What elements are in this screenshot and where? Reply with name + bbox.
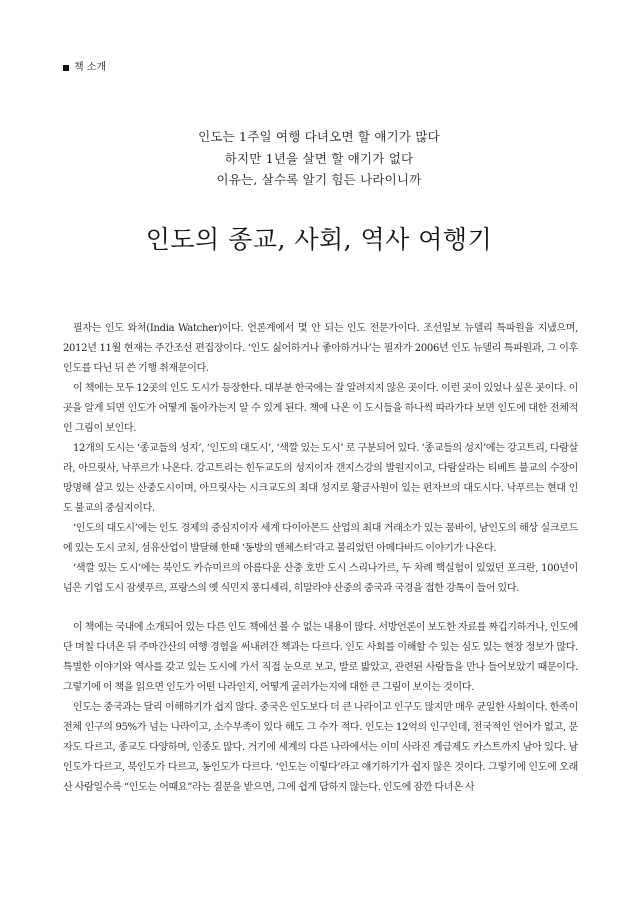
page-title: 인도의 종교, 사회, 역사 여행기 [145,225,493,254]
body-paragraph: 인도는 중국과는 달리 이해하기가 쉽지 않다. 중국은 인도보다 더 큰 나라이고 인구도 많지만 매우 균일한 사회이다. 한족이 전체 인구의 95%가 넘는 나라이고, 소수부족이 있다 해도 그 수가 적다. 인도는 12억의 인구인데, 전국적인 언어가 없고, 문자도 다르고, 종교도 다양하며, 인종도 많다. 거기에 세계의 다른 나라에서는 이미 사라진 계급제도 카스트까지 남아 있다. 남인도가 다르고, 북인도가 다르고, 동인도가 다르다. ‘인도는 이렇다’라고 얘기하기가 쉽지 않은 것이다. 그렇기에 인도에 오래 산 사람일수록 “인도는 어때요”라는 질문을 받으면, 그에 쉽게 답하지 않는다. 인도에 잠깐 다녀온 사 [63,702,578,793]
body-paragraph: ‘색깔 있는 도시’에는 북인도 카슈미르의 아름다운 산중 호반 도시 스리나가르, 두 차례 핵실험이 있었던 포크란, 100년이 넘은 기업 도시 잠셋푸르, 프랑스의 옛 식민지 퐁디셰리, 히말라야 산중의 중국과 국경을 접한 강톡이 들어 있다. [63,563,578,594]
tagline-line: 인도는 1주일 여행 다녀오면 할 얘기가 많다 [198,129,440,144]
tagline-line: 이유는, 살수록 알기 힘든 나라이니까 [216,172,422,187]
square-bullet-icon [63,65,69,71]
tagline-block [0,126,638,191]
body-paragraph: ‘인도의 대도시’에는 인도 경제의 중심지이자 세계 다이아몬드 산업의 최대 거래소가 있는 뭄바이, 남인도의 해상 실크로드에 있는 도시 코치, 섬유산업이 발달해 한때 ‘동방의 맨체스터’라고 불리었던 아메다바드 이야기가 나온다. [63,523,578,554]
body-paragraph: 이 책에는 모두 12곳의 인도 도시가 등장한다. 대부분 한국에는 잘 알려지지 않은 곳이다. 이런 곳이 있었나 싶은 곳이다. 이곳을 알게 되면 인도가 어떻게 돌아가는지 알 수 있게 된다. 책에 나온 이 도시들을 하나씩 따라가다 보면 인도에 대한 전체적인 그림이 보인다. [63,383,578,434]
body-paragraph: 이 책에는 국내에 소개되어 있는 다른 인도 책에선 볼 수 없는 내용이 많다. 서방언론이 보도한 자료를 짜깁기하거나, 인도에 단 며칠 다녀온 뒤 주마간산의 여행 경험을 써내려간 책과는 다르다. 인도 사회를 이해할 수 있는 심도 있는 현장 정보가 많다. 특별한 이야기와 역사를 갖고 있는 도시에 가서 직접 눈으로 보고, 발로 밟았고, 관련된 사람들을 만나 들어보았기 때문이다. 그렇기에 이 책을 읽으면 인도가 어떤 나라인지, 어떻게 굴러가는지에 대한 큰 그림이 보이는 것이다. [63,622,578,693]
body-text [63,319,578,798]
paragraph-gap [63,599,578,618]
body-paragraph: 12개의 도시는 ‘종교들의 성지’, ‘인도의 대도시’, ‘색깔 있는 도시’ 로 구분되어 있다. ‘종교들의 성지’에는 강고트리, 다람살라, 아므릿사, 낙푸르가 나온다. 강고트리는 힌두교도의 성지이자 갠지스강의 발원지이고, 다람살라는 티베트 불교의 수장이 망명해 살고 있는 산중도시이며, 아므릿사는 시크교도의 최대 성지로 황금사원이 있는 펀자브의 대도시다. 낙푸르는 현대 인도 불교의 중심지이다. [63,443,578,514]
tagline-line: 하지만 1년을 살면 할 얘기가 없다 [224,150,414,166]
section-label-text: 책 소개 [74,62,107,73]
section-label [63,61,106,75]
body-paragraph: 필자는 인도 와쳐(India Watcher)이다. 언론계에서 몇 안 되는 인도 전문가이다. 조선일보 뉴델리 특파원을 지냈으며, 2012년 11월 현재는 주간조선 편집장이다. ‘인도 싫어하거나 좋아하거나’는 필자가 2006년 인도 뉴델리 특파원과, 그 이후 인도를 다닌 뒤 쓴 기행 취재문이다. [63,323,578,374]
